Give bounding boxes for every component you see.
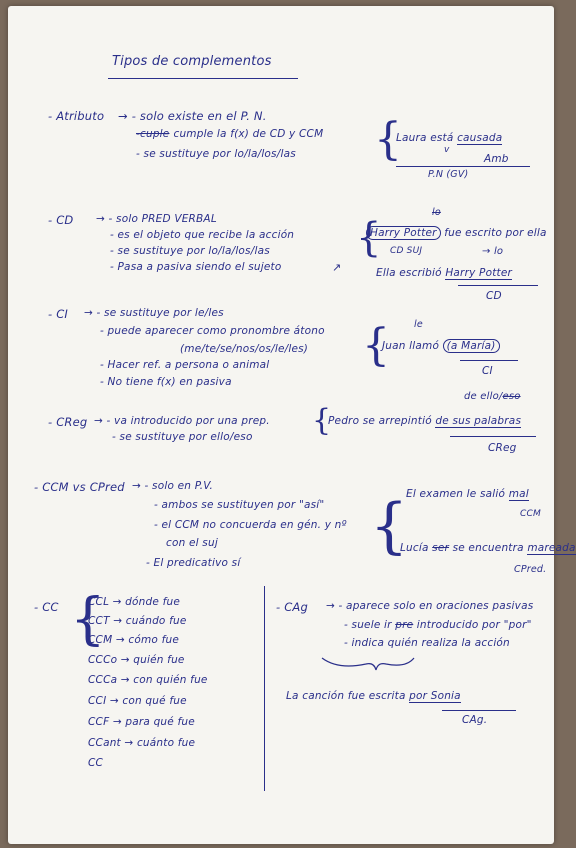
- atributo-pn: P.N (GV): [428, 169, 469, 180]
- cd-example-2: [376, 267, 512, 279]
- creg-line: [450, 436, 536, 437]
- cd-lo-arrow: → lo: [482, 246, 504, 257]
- atributo-line-2: [136, 128, 323, 140]
- ci-ci: CI: [482, 365, 493, 377]
- ccm-line-1: → - solo en P.V.: [132, 480, 214, 492]
- cc-item: CCCo → quién fue: [88, 654, 185, 666]
- cd-example-1-rest: fue escrito por ella: [444, 227, 547, 239]
- ci-line-3: (me/te/se/nos/os/le/les): [180, 343, 309, 355]
- creg-top-strike: eso: [502, 391, 521, 402]
- cc-item: CCI → con qué fue: [88, 695, 187, 707]
- notebook-page: [8, 6, 576, 844]
- ccm-brace: {: [370, 491, 409, 561]
- ccm-example-1-ccm: CCM: [520, 509, 541, 519]
- cd-example-2-cd: CD: [486, 290, 502, 302]
- ci-line-5: - No tiene f(x) en pasiva: [100, 376, 232, 388]
- creg-label: - CReg: [48, 415, 88, 429]
- cag-line-2-strike: pre: [395, 619, 414, 631]
- cd-line-3: - se sustituye por lo/la/los/las: [110, 245, 270, 257]
- cc-item: CC: [88, 757, 104, 769]
- atributo-brace: {: [374, 114, 402, 165]
- cag-line-2-b: introducido por "por": [413, 619, 532, 631]
- cag-cag: CAg.: [462, 714, 488, 726]
- creg-line-1: → - va introducido por una prep.: [94, 415, 270, 427]
- ccm-example-2-c: mareada: [527, 542, 576, 554]
- ccm-line-2: - ambos se sustituyen por "así": [154, 499, 325, 511]
- atributo-line-1: → - solo existe en el P. N.: [118, 109, 267, 123]
- creg-top: [464, 391, 521, 402]
- ci-brace: {: [362, 320, 390, 371]
- cc-item: CCCa → con quién fue: [88, 674, 208, 686]
- ccm-example-1-b: mal: [508, 488, 529, 500]
- cag-example-a: La canción fue escrita: [286, 690, 410, 702]
- atributo-example-text: Laura está: [396, 132, 458, 144]
- creg-example: [328, 415, 521, 427]
- cc-item: CCant → cuánto fue: [88, 737, 196, 749]
- atributo-line-2-text: cumple la f(x) de CD y CCM: [173, 128, 324, 140]
- ccm-example-2-b: se encuentra: [449, 542, 528, 554]
- ci-example-b: (a María): [443, 339, 500, 353]
- ccm-line-3: - el CCM no concuerda en gén. y nº: [154, 519, 347, 531]
- ci-line-2: - puede aparecer como pronombre átono: [100, 325, 325, 337]
- cd-arrow: ↗: [332, 261, 342, 274]
- atributo-label: - Atributo: [48, 109, 105, 123]
- atributo-pn-line: [396, 166, 530, 167]
- ci-line-4: - Hacer ref. a persona o animal: [100, 359, 270, 371]
- ci-line-1: → - se sustituye por le/les: [84, 307, 224, 319]
- ccm-example-2-a: Lucía: [400, 542, 433, 554]
- creg-creg: CReg: [488, 442, 517, 454]
- cd-example-2-a: Ella escribió: [376, 267, 446, 279]
- ci-label: - CI: [48, 307, 69, 321]
- cd-label: - CD: [48, 213, 74, 227]
- cag-example: [286, 690, 461, 702]
- cd-brace: {: [356, 215, 382, 261]
- cag-line-1: → - aparece solo en oraciones pasivas: [326, 600, 534, 612]
- cd-strike-lo: lo: [432, 207, 441, 218]
- cc-brace: {: [70, 587, 106, 652]
- creg-example-a: Pedro se arrepintió: [328, 415, 436, 427]
- ccm-example-1: [406, 488, 529, 500]
- cag-line: [442, 710, 516, 711]
- cag-line-2-a: - suele ir: [344, 619, 396, 631]
- ci-le: le: [414, 319, 423, 330]
- cd-example-2-b: Harry Potter: [445, 267, 513, 279]
- ccm-example-1-a: El examen le salió: [406, 488, 509, 500]
- cag-brace-curve: [318, 654, 418, 674]
- atributo-example: [396, 132, 502, 144]
- page-title: Tipos de complementos: [112, 54, 272, 69]
- creg-top-text: de ello/: [464, 391, 503, 402]
- atributo-line-3: - se sustituye por lo/la/los/las: [136, 148, 296, 160]
- ccm-line-4: con el suj: [166, 537, 218, 549]
- ci-line: [460, 360, 518, 361]
- cd-line-1: → - solo PRED VERBAL: [96, 213, 217, 225]
- ccm-example-2-cpred: CPred.: [514, 564, 547, 575]
- atributo-example-word: causada: [457, 132, 503, 144]
- cd-line-4: - Pasa a pasiva siendo el sujeto: [110, 261, 282, 273]
- column-divider: [264, 586, 265, 791]
- ccm-line-5: - El predicativo sí: [146, 557, 241, 569]
- cc-item: CCF → para qué fue: [88, 716, 195, 728]
- ccm-label: - CCM vs CPred: [34, 480, 125, 494]
- atributo-strike: -cuple: [136, 128, 170, 140]
- atributo-v-mark: v: [444, 145, 450, 155]
- cd-line-2: - es el objeto que recibe la acción: [110, 229, 295, 241]
- cd-example-2-line: [458, 285, 538, 286]
- cc-label: - CC: [34, 600, 59, 614]
- ci-example: [382, 340, 500, 352]
- title-underline: [108, 78, 298, 79]
- creg-brace: {: [312, 403, 332, 438]
- cd-suj-label: CD SUJ: [390, 246, 423, 256]
- cd-example-1-box: Harry Potter: [366, 226, 441, 240]
- ccm-example-2-strike: ser: [432, 542, 450, 554]
- atributo-amb: Amb: [484, 153, 509, 165]
- cc-item: CCL → dónde fue: [88, 596, 181, 608]
- cc-item: CCM → cómo fue: [88, 634, 179, 646]
- ci-example-a: Juan llamó: [382, 340, 443, 352]
- cag-example-b: por Sonia: [409, 690, 461, 702]
- cag-label: - CAg: [276, 600, 309, 614]
- cc-item: CCT → cuándo fue: [88, 615, 187, 627]
- cag-line-2: [344, 619, 532, 631]
- creg-example-b: de sus palabras: [435, 415, 522, 427]
- cd-example-1: [366, 227, 547, 239]
- cag-line-3: - indica quién realiza la acción: [344, 637, 510, 649]
- creg-line-2: - se sustituye por ello/eso: [112, 431, 253, 443]
- ccm-example-2: [400, 542, 576, 554]
